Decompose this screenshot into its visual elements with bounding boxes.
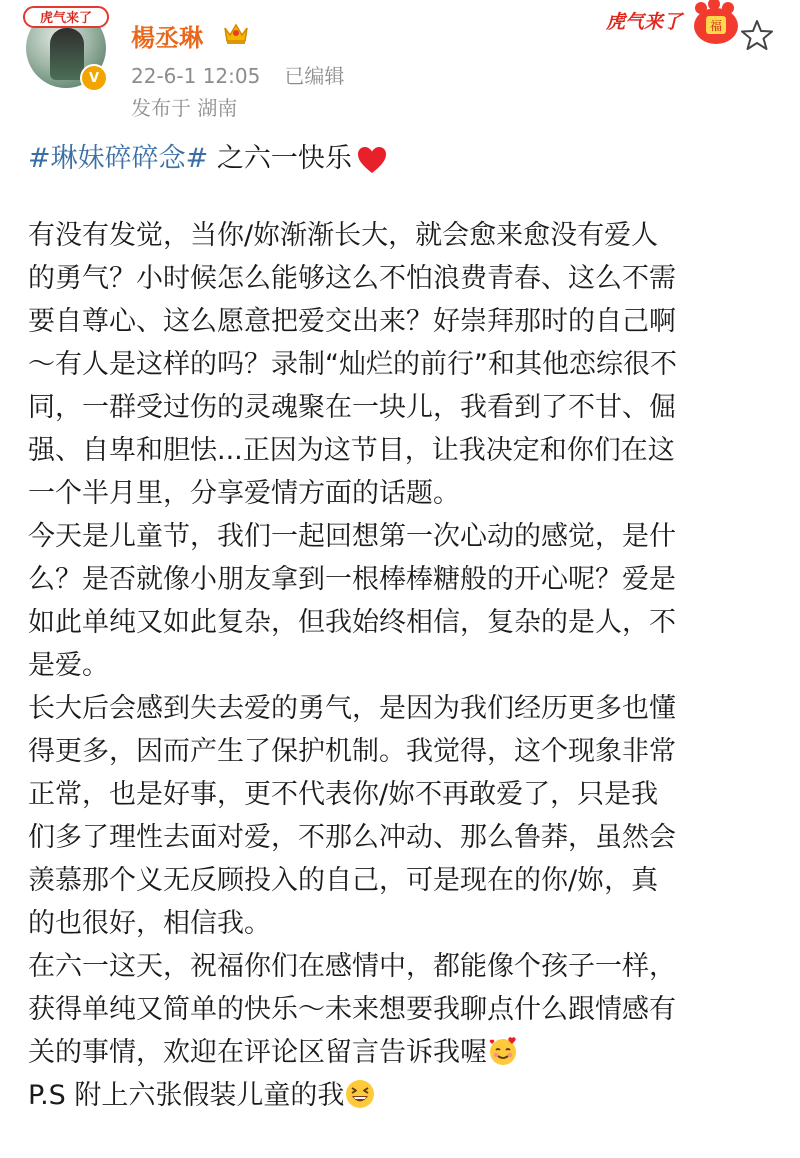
avatar-figure xyxy=(50,28,84,80)
post-title xyxy=(28,138,768,180)
post-header xyxy=(0,0,800,130)
post-meta xyxy=(131,60,344,89)
grinning-squint-emoji-icon xyxy=(344,1078,376,1110)
paragraph-3: 长大后会感到失去爱的勇气，是因为我们经历更多也懂 得更多，因而产生了保护机制。我觉得，这个现象非常 正常，也是好事，更不代表你/妳不再敢爱了，只是我 们多了理性去面对爱，不那么冲动、那么鲁莽，虽然会 羡慕那个义无反顾投入的自己，可是现在的你/妳，真 的也很好，相信我。 xyxy=(28,693,676,939)
edited-label[interactable]: 已编辑 xyxy=(284,64,345,88)
svg-text:福: 福 xyxy=(709,19,723,33)
avatar-badge-text: 虎气来了 xyxy=(39,11,93,26)
crown-icon xyxy=(222,20,250,46)
paragraph-2: 今天是儿童节，我们一起回想第一次心动的感觉，是什 么？是否就像小朋友拿到一根棒棒糖般的开心呢？爱是 如此单纯又如此复杂，但我始终相信，复杂的是人，不 是爱。 xyxy=(28,521,676,681)
star-icon[interactable] xyxy=(740,18,774,52)
verified-icon: V xyxy=(80,64,108,92)
paragraph-5: P.S 附上六张假装儿童的我 xyxy=(28,1074,768,1117)
hashtag-link[interactable]: #琳妹碎碎念# xyxy=(28,143,209,174)
tiger-paw-badge-icon xyxy=(694,0,738,44)
location: 发布于 湖南 xyxy=(131,96,238,120)
promo-banner[interactable] xyxy=(602,0,742,48)
red-heart-icon xyxy=(356,145,388,175)
title-text: 之六一快乐 xyxy=(208,143,352,174)
promo-text: 虎气来了 xyxy=(606,11,683,33)
post-body xyxy=(28,138,768,1117)
smiling-hearts-emoji-icon xyxy=(487,1035,519,1067)
timestamp: 22-6-1 12:05 xyxy=(131,64,261,88)
paragraph-4: 在六一这天，祝福你们在感情中，都能像个孩子一样， 获得单纯又简单的快乐～未来想要我聊点什么跟情感有 关的事情，欢迎在评论区留言告诉我喔 xyxy=(28,951,676,1068)
username[interactable]: 楊丞琳 xyxy=(131,24,203,52)
avatar-badge-icon xyxy=(22,4,112,30)
paragraph-1: 有没有发觉，当你/妳渐渐长大，就会愈来愈没有爱人 的勇气？小时候怎么能够这么不怕浪费青春、这么不需 要自尊心、这么愿意把爱交出来？好崇拜那时的自己啊 ～有人是这样的吗？录制“灿烂的前行”和其他恋综很不 同，一群受过伤的灵魂聚在一块儿，我看到了不甘、倔 强、自卑和胆怯...正因为这节目，让我决定和你们在这 一个半月里，分享爱情方面的话题。 xyxy=(28,220,677,509)
